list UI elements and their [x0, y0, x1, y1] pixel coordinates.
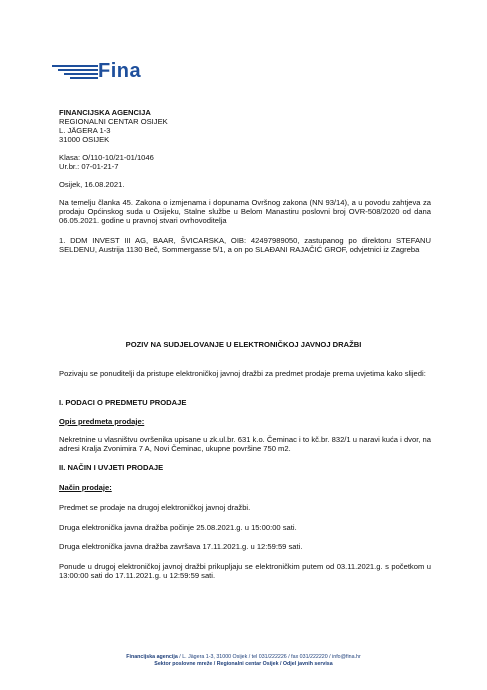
footer-line-1	[0, 654, 487, 661]
urbroj-ref: Ur.br.: 07-01-21-7	[59, 162, 119, 171]
footer-org: Financijska agencija	[126, 654, 178, 660]
intro-paragraph: Na temelju članka 45. Zakona o izmjenama i dopunama Ovršnog zakona (NN 93/14), a u povodu zahtjeva za prodaju Općinskog suda u Osijeku, Stalne službe u Belom Manastiru poslovni broj OVR-508/2020 od dana 06.05.2021. godine u pravnoj stvari ovrhovoditelja	[59, 198, 431, 225]
footer-line-2: Sektor poslovne mreže / Regionalni centar Osijek / Odjel javnih servisa	[154, 661, 333, 667]
logo-stripes-icon	[52, 65, 98, 79]
document-title: POZIV NA SUDJELOVANJE U ELEKTRONIČKOJ JAVNOJ DRAŽBI	[125, 340, 362, 349]
org-city: 31000 OSIJEK	[59, 135, 110, 144]
party-paragraph: 1. DDM INVEST III AG, BAAR, ŠVICARSKA, OIB: 42497989050, zastupanog po direktoru STEFANU SELDENU, Austrija 1130 Beč, Sommergasse 5/1, a on po SLAĐANI RAJAČIĆ GROF, odvjetnici iz Zagreba	[59, 236, 431, 254]
sale-round-text: Predmet se prodaje na drugoj elektroničkoj javnoj dražbi.	[59, 503, 251, 512]
section-2-heading: II. NAČIN I UVJETI PRODAJE	[59, 463, 164, 472]
footer-contact: / L. Jägera 1-3, 31000 Osijek / tel 031/222226 / fax 031/222220 / info@fina.hr	[177, 654, 361, 660]
offers-period-text: Ponude u drugoj elektroničkoj javnoj dražbi prikupljaju se elektroničkim putem od 03.11.2021.g. s početkom u 13:00:00 sati do 17.11.2021.g. u 12:59:59 sati.	[59, 562, 431, 580]
section-1-heading: I. PODACI O PREDMETU PRODAJE	[59, 398, 187, 407]
date-place: Osijek, 16.08.2021.	[59, 180, 125, 189]
auction-start-text: Druga elektronička javna dražba počinje 25.08.2021.g. u 15:00:00 sati.	[59, 523, 297, 532]
section-1-body: Nekretnine u vlasništvu ovršenika upisane u zk.ul.br. 631 k.o. Čeminac i to kč.br. 832/1 u naravi kuća i dvor, na adresi Kralja Zvonimira 7 A, Novi Čeminac, ukupne površine 750 m2.	[59, 435, 431, 453]
auction-end-text: Druga elektronička javna dražba završava 17.11.2021.g. u 12:59:59 sati.	[59, 542, 303, 551]
invite-paragraph: Pozivaju se ponuditelji da pristupe elektroničkoj javnoj dražbi za predmet prodaje prema uvjetima kako slijedi:	[59, 369, 426, 378]
org-street: L. JÄGERA 1-3	[59, 126, 111, 135]
klasa-ref: Klasa: O/110-10/21-01/1046	[59, 153, 154, 162]
section-2-subheading: Način prodaje:	[59, 483, 112, 492]
org-center: REGIONALNI CENTAR OSIJEK	[59, 117, 168, 126]
section-1-subheading: Opis predmeta prodaje:	[59, 417, 145, 426]
org-name: FINANCIJSKA AGENCIJA	[59, 108, 151, 117]
logo-wordmark: Fina	[98, 60, 142, 82]
fina-logo	[52, 62, 162, 82]
